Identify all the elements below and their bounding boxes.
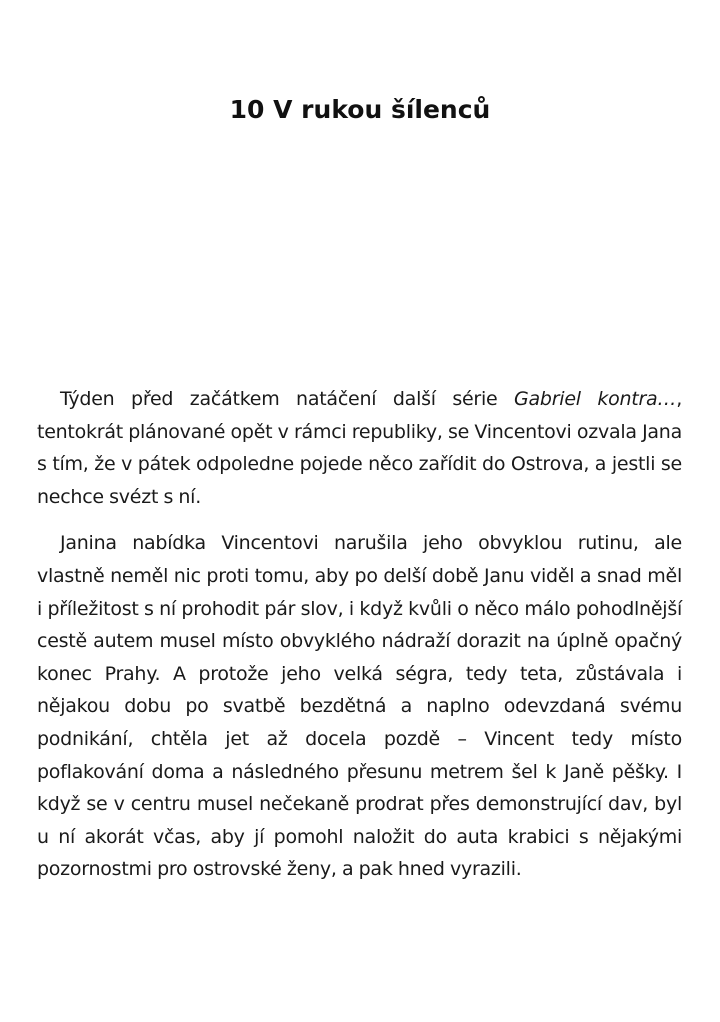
paragraph-1-after: , tentokrát plánované opět v rámci republiky, se Vincentovi ozvala Jana s tím, že v pátek odpoledne pojede něco zařídit do Ostrova, a jestli se nechce svézt s ní. bbox=[37, 388, 682, 508]
chapter-title: 10 V rukou šílenců bbox=[229, 95, 491, 124]
chapter-body bbox=[37, 383, 682, 900]
paragraph-1-before: Týden před začátkem natáčení další série bbox=[60, 388, 515, 410]
series-title: Gabriel kontra… bbox=[514, 388, 677, 410]
paragraph-1 bbox=[37, 383, 682, 513]
paragraph-2: Janina nabídka Vincentovi narušila jeho obvyklou rutinu, ale vlastně neměl nic proti tomu, aby po delší době Janu viděl a snad měl i příležitost s ní prohodit pár slov, i když kvůli o něco málo pohodlnější cestě autem musel místo obvyklého nádraží dorazit na úplně opačný konec Prahy. A protože jeho velká ségra, tedy teta, zůstávala i nějakou dobu po svatbě bezdětná a naplno odevzdaná svému podnikání, chtěla jet až docela pozdě – Vincent tedy místo poflakování doma a následného přesunu metrem šel k Janě pěšky. I když se v centru musel nečekaně prodrat přes demonstrující dav, byl u ní akorát včas, aby jí pomohl naložit do auta krabici s nějakými pozornostmi pro ostrovské ženy, a pak hned vyrazili. bbox=[37, 532, 682, 881]
